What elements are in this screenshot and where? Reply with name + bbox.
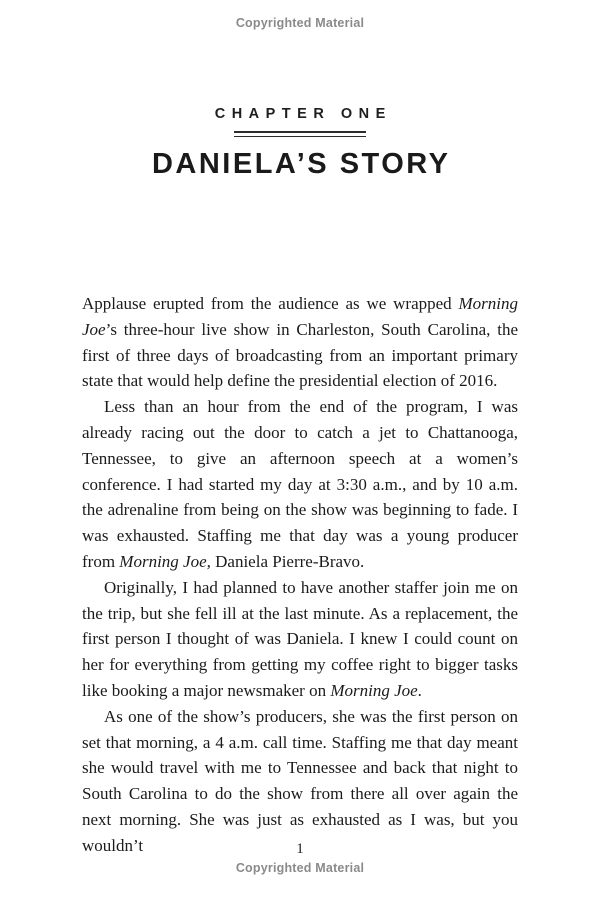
text-run: Originally, I had planned to have another staffer join me on the trip, but she fell ill at the last minute. As a replacement, the first person I thought of was Daniela. I knew I could count on her for everything from getting my coffee right to bigger tasks like booking a major newsmaker on	[82, 577, 518, 700]
italic-text-run: Morning Joe,	[119, 551, 211, 571]
italic-text-run: Morning Joe	[82, 294, 518, 339]
text-run: Applause erupted from the audience as we wrapped	[82, 294, 459, 313]
chapter-label: CHAPTER ONE	[214, 106, 392, 122]
copyright-notice-top: Copyrighted Material	[235, 16, 365, 30]
chapter-title: DANIELA’S STORY	[151, 148, 451, 180]
body-paragraphs	[82, 291, 518, 859]
paragraph	[82, 291, 518, 394]
text-run: As one of the show’s producers, she was the first person on set that morning, a 4 a.m. call time. Staffing me that day meant she would travel with me to Tennessee and back that night to South Carolina to do the show from there all over again the next morning. She was just as exhausted as I was, but you wouldn’t	[82, 706, 518, 855]
copyright-notice-bottom: Copyrighted Material	[235, 861, 365, 875]
text-run: Daniela Pierre-Bravo.	[210, 551, 365, 571]
paragraph	[82, 575, 518, 704]
paragraph	[82, 704, 518, 859]
text-run: Less than an hour from the end of the program, I was already racing out the door to catch a jet to Chattanooga, Tennessee, to give an afternoon speech at a women’s conference. I had started my day at 3:30 a.m., and by 10 a.m. the adrenaline from being on the show was beginning to fade. I was exhausted. Staffing me that day was a young producer from	[82, 397, 518, 571]
text-run: .	[417, 680, 422, 700]
chapter-divider-rule	[234, 131, 366, 137]
text-run: ’s three-hour live show in Charleston, South Carolina, the first of three days of broadcasting from an important primary state that would help define the presidential election of 2016.	[82, 319, 518, 391]
page-number: 1	[296, 841, 304, 857]
italic-text-run: Morning Joe	[330, 680, 418, 700]
paragraph	[82, 394, 518, 575]
